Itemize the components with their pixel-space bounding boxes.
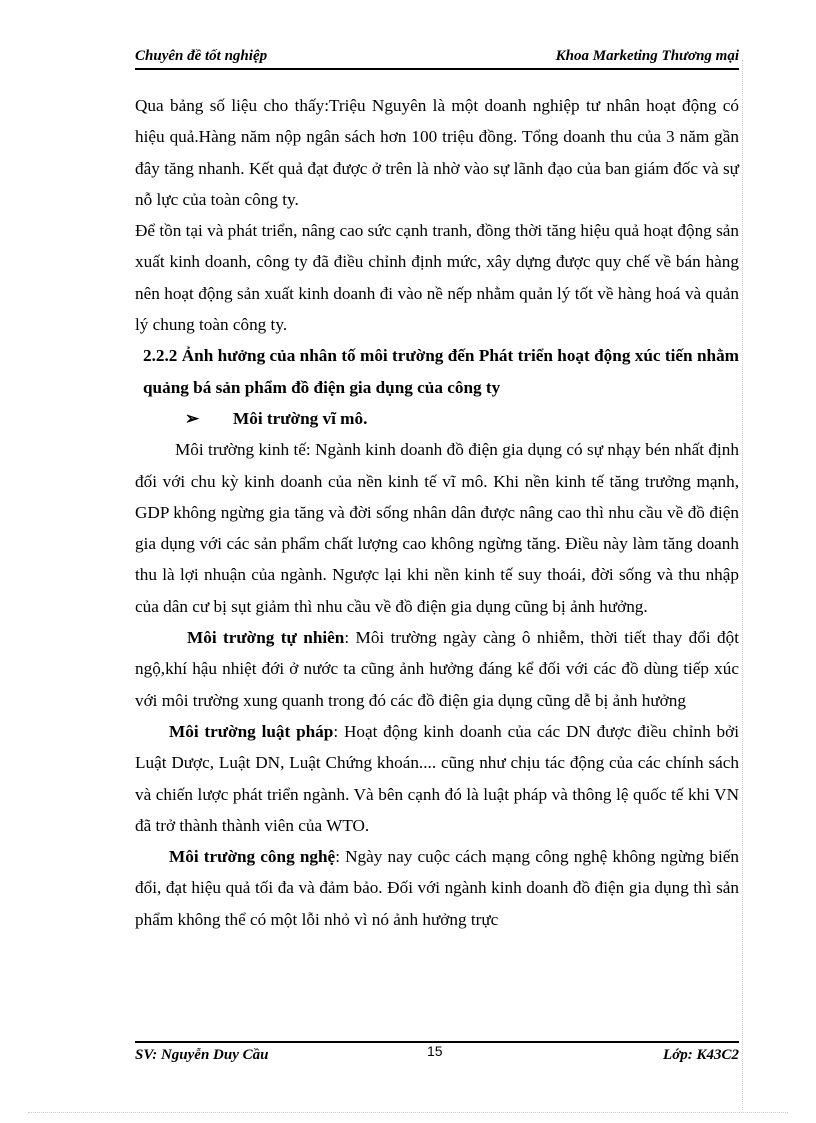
paragraph-summary: Qua bảng số liệu cho thấy:Triệu Nguyên là một doanh nghiệp tư nhân hoạt động có hiệu quả.Hàng năm nộp ngân sách hơn 100 triệu đồng. Tổng doanh thu của 3 năm gần đây tăng nhanh. Kết quả đạt được ở trên là nhờ vào sự lãnh đạo của ban giám đốc và sự nỗ lực của toàn công ty. (135, 96, 739, 209)
paragraph-technology-environment (135, 841, 739, 935)
term-legal-environment: Môi trường luật pháp (169, 721, 334, 741)
paragraph-economic-environment: Môi trường kinh tế: Ngành kinh doanh đồ điện gia dụng có sự nhạy bén nhất định đối với chu kỳ kinh doanh của nền kinh tế vĩ mô. Khi nền kinh tế tăng trưởng mạnh, GDP không ngừng gia tăng và đời sống nhân dân được nâng cao thì nhu cầu về đồ điện gia dụng với các sản phẩm chất lượng cao không ngừng tăng. Điều này làm tăng doanh thu là lợi nhuận của ngành. Ngược lại khi nền kinh tế suy thoái, đời sống và thu nhập của dân cư bị sụt giảm thì nhu cầu về đồ điện gia dụng cũng bị ảnh hưởng. (135, 440, 739, 616)
page-header (135, 46, 739, 70)
text-natural-environment: : Môi trường ngày càng ô nhiễm, thời tiết thay đổi đột ngộ,khí hậu nhiệt đới ở nước ta cũng ảnh hưởng đáng kể đối với các đồ dùng tiếp xúc với môi trường xung quanh trong đó các đồ điện gia dụng cũng dễ bị ảnh hưởng (135, 628, 739, 710)
text-legal-environment: : Hoạt động kinh doanh của các DN được điều chỉnh bởi Luật Dược, Luật DN, Luật Chứng khoán.... cũng như chịu tác động của các chính sách và chiến lược phát triển ngành. Và bên cạnh đó là luật pháp và thông lệ quốc tế khi VN đã trở thành thành viên của WTO. (135, 721, 739, 835)
text-technology-environment: : Ngày nay cuộc cách mạng công nghệ không ngừng biến đổi, đạt hiệu quả tối đa và đảm bảo. Đối với ngành kinh doanh đồ điện gia dụng thì sản phẩm không thể có một lỗi nhỏ vì nó ảnh hưởng trực (135, 847, 739, 929)
page-footer (135, 1041, 739, 1069)
bottom-margin-rule (28, 1112, 788, 1113)
paragraph-natural-environment (135, 622, 739, 716)
term-natural-environment: Môi trường tự nhiên (187, 628, 345, 648)
right-margin-rule (742, 60, 743, 1110)
header-left-title: Chuyên đề tốt nghiệp (135, 48, 268, 64)
paragraph-development: Để tồn tại và phát triển, nâng cao sức cạnh tranh, đồng thời tăng hiệu quả hoạt động sản xuất kinh doanh, công ty đã điều chỉnh định mức, xây dựng được quy chế về bán hàng nên hoạt động sản xuất kinh doanh đi vào nề nếp nhằm quản lý tốt về hàng hoá và quản lý chung toàn công ty. (135, 221, 739, 335)
page-number: 15 (427, 1043, 443, 1059)
bullet-item (135, 403, 739, 434)
footer-class: Lớp: K43C2 (663, 1047, 739, 1063)
term-technology-environment: Môi trường công nghệ (169, 847, 336, 867)
header-right-title: Khoa Marketing Thương mại (555, 48, 739, 64)
footer-student-name: SV: Nguyễn Duy Cầu (135, 1047, 269, 1063)
paragraph-legal-environment (135, 716, 739, 841)
bullet-label: Môi trường vĩ mô. (233, 408, 368, 428)
section-heading: 2.2.2 Ảnh hưởng của nhân tố môi trường đến Phát triển hoạt động xúc tiến nhằm quảng bá sản phẩm đồ điện gia dụng của công ty (143, 346, 739, 397)
arrow-bullet-icon: ➢ (185, 408, 200, 428)
document-body (135, 90, 739, 935)
